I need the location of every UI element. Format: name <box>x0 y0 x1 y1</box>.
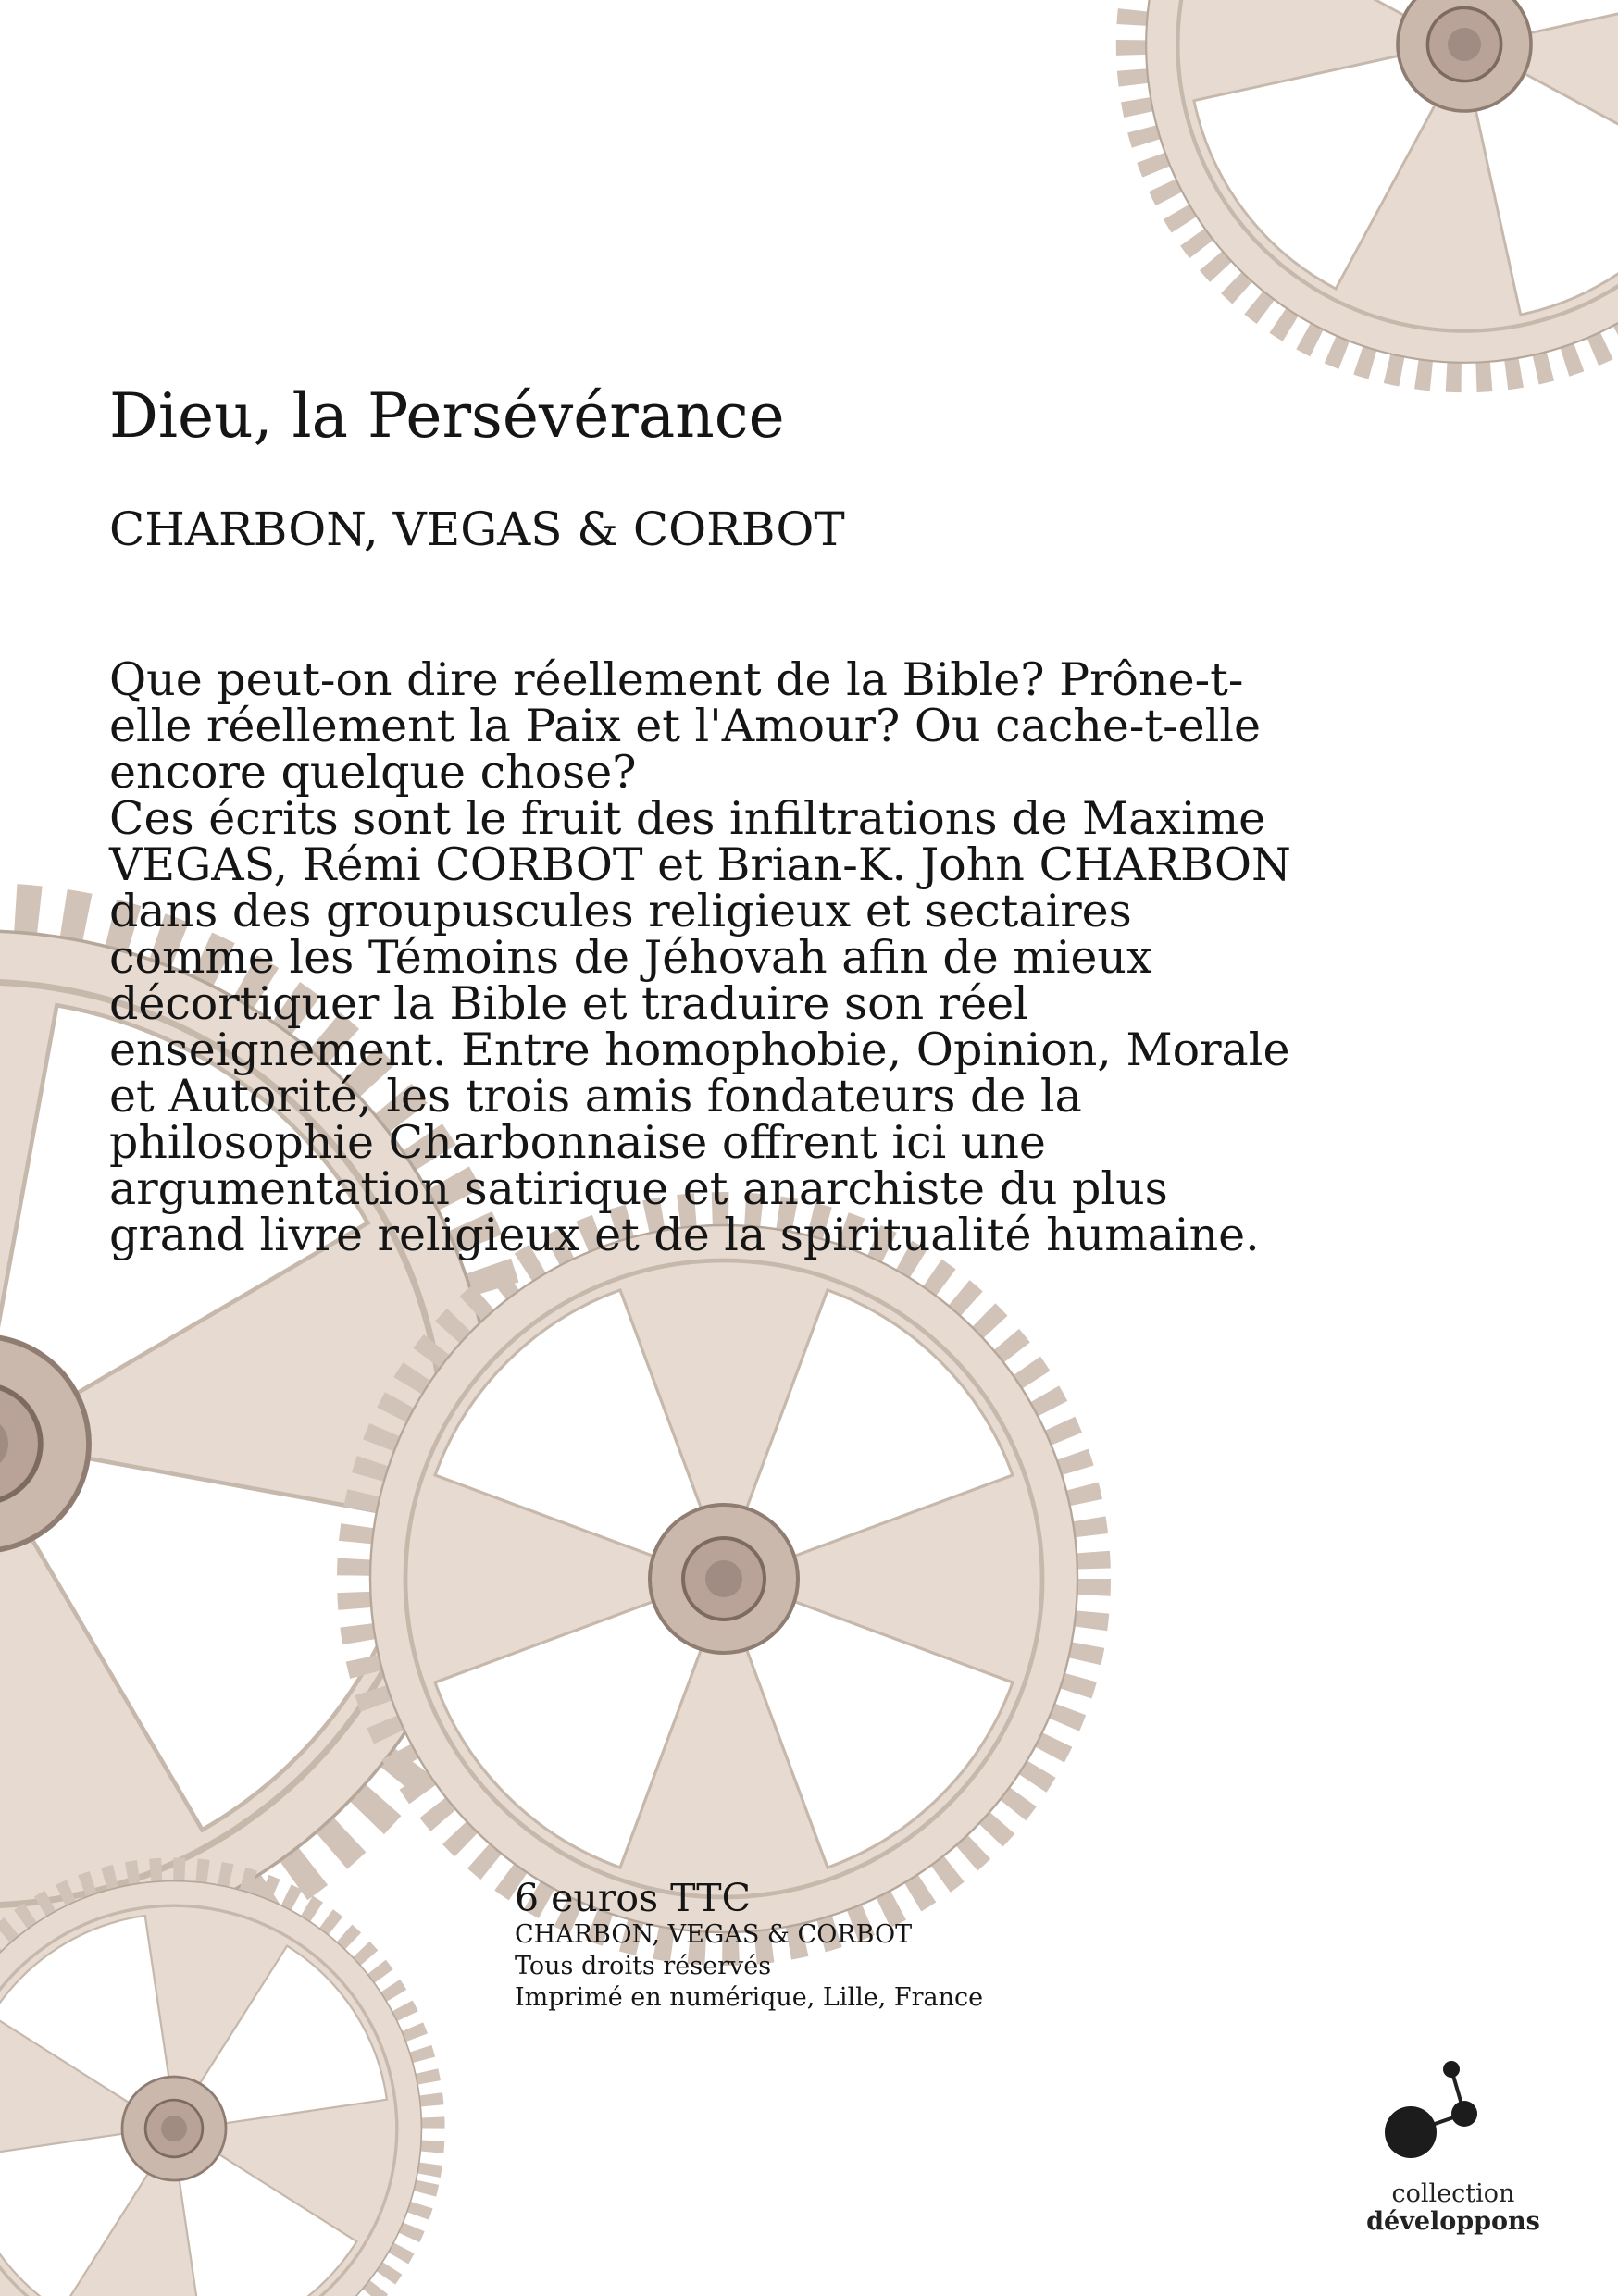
molecule-icon <box>1361 2053 1546 2173</box>
rights-notice: Tous droits réservés <box>515 1952 772 1980</box>
book-authors: CHARBON, VEGAS & CORBOT <box>109 503 845 556</box>
printing-notice: Imprimé en numérique, Lille, France <box>515 1983 984 2012</box>
gear-top-right <box>1088 0 1618 421</box>
collection-label: collection <box>1391 2179 1515 2208</box>
back-cover-blurb <box>109 653 1294 1261</box>
publisher-logo <box>1361 2053 1546 2284</box>
blurb-paragraph: Que peut-on dire réellement de la Bible? Prône-t-elle réellement la Paix et l'Amour? Ou cache-t-elle encore quelque chose? <box>109 653 1261 799</box>
colophon-authors: CHARBON, VEGAS & CORBOT <box>515 1920 913 1949</box>
gear-bottom-left <box>0 1821 481 2296</box>
price: 6 euros TTC <box>515 1876 751 1920</box>
book-title: Dieu, la Persévérance <box>109 380 785 452</box>
collection-name: développons <box>1366 2207 1540 2236</box>
blurb-paragraph: Ces écrits sont le fruit des infiltrations de Maxime VEGAS, Rémi CORBOT et Brian-K. John CHARBON dans des groupuscules religieux et sectaires comme les Témoins de Jéhovah afin de mieux décortiquer la Bible et traduire son réel enseignement. Entre homophobie, Opinion, Morale et Autorité, les trois amis fondateurs de la philosophie Charbonnaise offrent ici une argumentation satirique et anarchiste du plus grand livre religieux et de la spiritualité humaine. <box>109 792 1291 1261</box>
colophon <box>515 1877 1163 2014</box>
